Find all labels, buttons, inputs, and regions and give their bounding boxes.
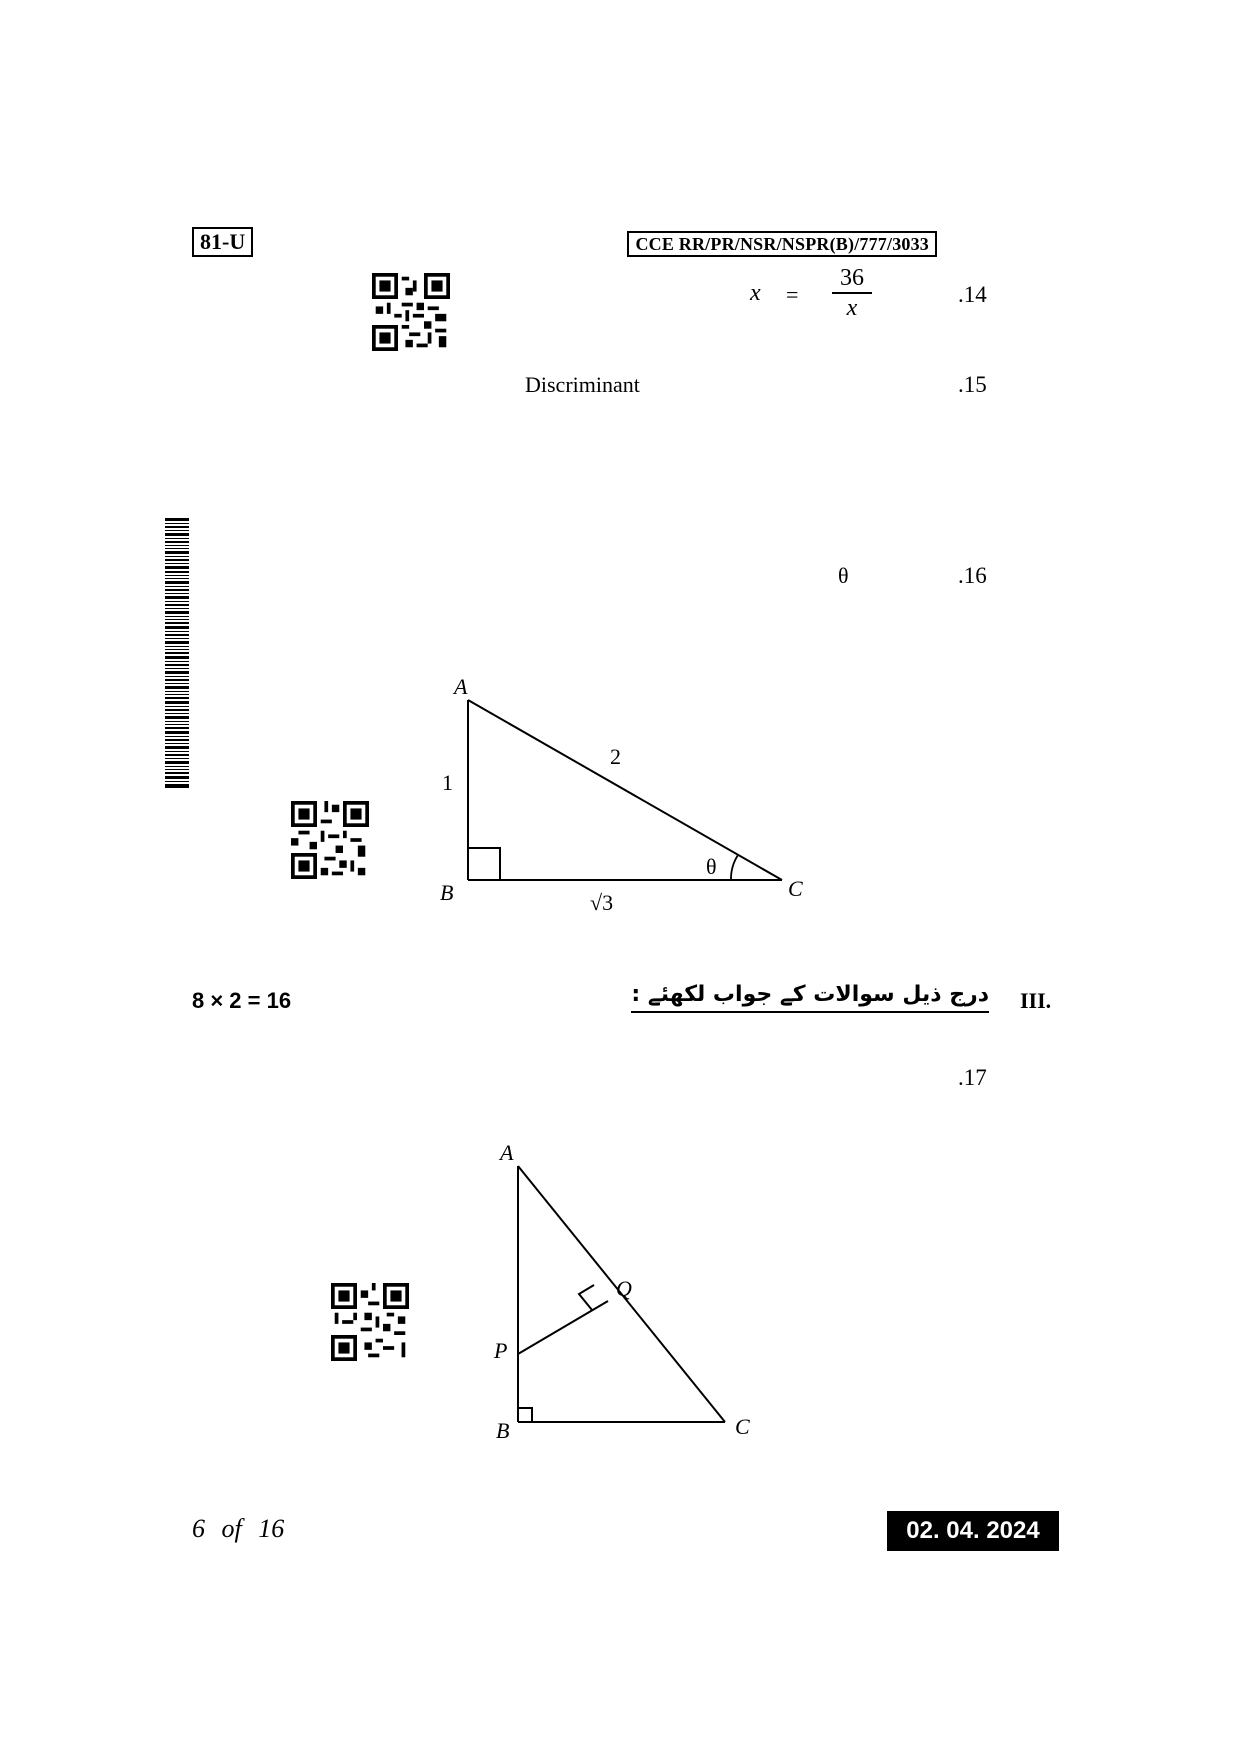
vertex-c-label: C [735,1414,750,1439]
right-angle-marker-q [579,1285,594,1310]
vertex-b-label: B [440,880,454,905]
qr-code-icon [331,1283,409,1361]
qr-code-icon [372,273,450,351]
question-number: .17 [958,1065,987,1090]
angle-theta-label: θ [706,854,717,879]
vertex-a-label: A [454,674,468,699]
side-bc-label: √3 [590,890,614,915]
segment-pq [518,1301,608,1354]
side-ab-label: 1 [442,770,453,795]
right-angle-marker [468,848,500,880]
question-number: .16 [958,563,987,588]
vertex-b-label: B [496,1418,510,1443]
triangle-figure-17 [480,1130,780,1450]
barcode-icon [165,518,189,788]
variable: x [750,280,761,306]
equals-sign: = [786,282,799,307]
term: Discriminant [525,372,640,397]
exam-code: CCE RR/PR/NSR/NSPR(B)/777/3033 [627,231,937,257]
point-q-label: Q [616,1276,632,1301]
qr-code-icon [291,801,369,879]
question-number: .15 [958,372,987,397]
vertex-a-label: A [500,1140,514,1165]
section-label: III. [1020,988,1052,1013]
side-ac [468,700,782,880]
denominator: x [846,295,858,321]
subject-code: 81-U [192,227,253,257]
fraction [832,264,872,322]
vertex-c-label: C [788,876,803,901]
theta-symbol: θ [838,563,849,588]
side-ac-label: 2 [610,744,621,769]
page-number: 6 of 16 [192,1514,285,1543]
question-number: .14 [958,282,987,307]
triangle-figure-16 [420,660,820,930]
section-marks: 8 × 2 = 16 [192,988,292,1013]
angle-arc [731,855,738,880]
right-angle-marker-b [518,1408,532,1422]
exam-date: 02. 04. 2024 [887,1511,1059,1551]
section-instruction: درج ذیل سوالات کے جواب لکھئے : [631,982,989,1013]
numerator: 36 [832,264,872,294]
point-p-label: P [494,1338,508,1363]
